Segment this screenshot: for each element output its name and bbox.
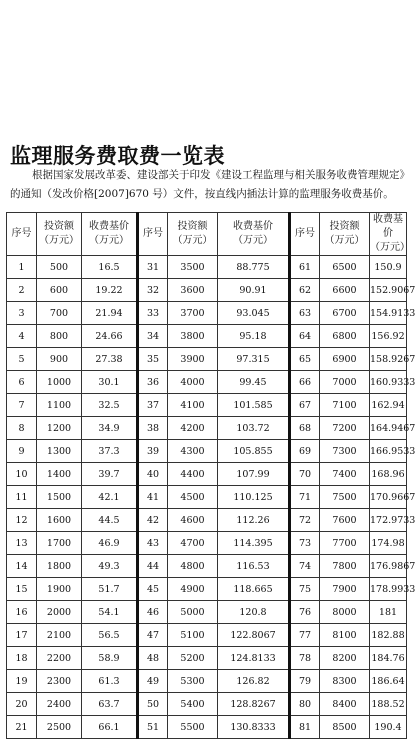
investment-cell: 3800 bbox=[168, 325, 218, 348]
seq-cell: 79 bbox=[290, 670, 320, 693]
table-row bbox=[7, 647, 407, 670]
investment-cell: 6900 bbox=[320, 348, 370, 371]
fee-table bbox=[6, 212, 415, 739]
investment-cell: 1700 bbox=[37, 532, 82, 555]
fee-cell: 174.98 bbox=[370, 532, 407, 555]
investment-cell: 4200 bbox=[168, 417, 218, 440]
investment-cell: 8100 bbox=[320, 624, 370, 647]
column-header-invest: 投资额 （万元） bbox=[320, 213, 370, 256]
investment-cell: 500 bbox=[37, 256, 82, 279]
table-row bbox=[7, 325, 407, 348]
seq-cell: 8 bbox=[7, 417, 37, 440]
fee-cell: 42.1 bbox=[82, 486, 138, 509]
seq-cell: 64 bbox=[290, 325, 320, 348]
fee-cell: 154.9133 bbox=[370, 302, 407, 325]
fee-cell: 27.38 bbox=[82, 348, 138, 371]
fee-cell: 162.94 bbox=[370, 394, 407, 417]
seq-cell: 33 bbox=[138, 302, 168, 325]
investment-cell: 2000 bbox=[37, 601, 82, 624]
fee-cell: 107.99 bbox=[218, 463, 290, 486]
seq-cell: 80 bbox=[290, 693, 320, 716]
seq-cell: 12 bbox=[7, 509, 37, 532]
seq-cell: 43 bbox=[138, 532, 168, 555]
table-row bbox=[7, 693, 407, 716]
fee-cell: 188.52 bbox=[370, 693, 407, 716]
seq-cell: 78 bbox=[290, 647, 320, 670]
fee-cell: 181 bbox=[370, 601, 407, 624]
investment-cell: 2200 bbox=[37, 647, 82, 670]
seq-cell: 39 bbox=[138, 440, 168, 463]
fee-cell: 51.7 bbox=[82, 578, 138, 601]
fee-cell: 124.8133 bbox=[218, 647, 290, 670]
seq-cell: 76 bbox=[290, 601, 320, 624]
investment-cell: 3500 bbox=[168, 256, 218, 279]
fee-cell: 90.91 bbox=[218, 279, 290, 302]
seq-cell: 61 bbox=[290, 256, 320, 279]
seq-cell: 41 bbox=[138, 486, 168, 509]
fee-cell: 49.3 bbox=[82, 555, 138, 578]
seq-cell: 18 bbox=[7, 647, 37, 670]
seq-cell: 36 bbox=[138, 371, 168, 394]
seq-cell: 50 bbox=[138, 693, 168, 716]
table-row bbox=[7, 716, 407, 739]
investment-cell: 7700 bbox=[320, 532, 370, 555]
investment-cell: 1300 bbox=[37, 440, 82, 463]
investment-cell: 2300 bbox=[37, 670, 82, 693]
seq-cell: 75 bbox=[290, 578, 320, 601]
investment-cell: 1100 bbox=[37, 394, 82, 417]
seq-cell: 37 bbox=[138, 394, 168, 417]
investment-cell: 1500 bbox=[37, 486, 82, 509]
investment-cell: 7900 bbox=[320, 578, 370, 601]
investment-cell: 1000 bbox=[37, 371, 82, 394]
investment-cell: 1200 bbox=[37, 417, 82, 440]
seq-cell: 38 bbox=[138, 417, 168, 440]
investment-cell: 5000 bbox=[168, 601, 218, 624]
investment-cell: 4500 bbox=[168, 486, 218, 509]
table-row bbox=[7, 486, 407, 509]
investment-cell: 6600 bbox=[320, 279, 370, 302]
table-row bbox=[7, 256, 407, 279]
investment-cell: 4700 bbox=[168, 532, 218, 555]
fee-cell: 93.045 bbox=[218, 302, 290, 325]
fee-cell: 32.5 bbox=[82, 394, 138, 417]
fee-cell: 34.9 bbox=[82, 417, 138, 440]
investment-cell: 6500 bbox=[320, 256, 370, 279]
seq-cell: 2 bbox=[7, 279, 37, 302]
table-row bbox=[7, 509, 407, 532]
seq-cell: 68 bbox=[290, 417, 320, 440]
investment-cell: 7100 bbox=[320, 394, 370, 417]
table-row bbox=[7, 279, 407, 302]
seq-cell: 3 bbox=[7, 302, 37, 325]
fee-cell: 152.9067 bbox=[370, 279, 407, 302]
table-row bbox=[7, 624, 407, 647]
investment-cell: 8400 bbox=[320, 693, 370, 716]
seq-cell: 10 bbox=[7, 463, 37, 486]
investment-cell: 4300 bbox=[168, 440, 218, 463]
seq-cell: 72 bbox=[290, 509, 320, 532]
seq-cell: 74 bbox=[290, 555, 320, 578]
investment-cell: 5300 bbox=[168, 670, 218, 693]
investment-cell: 2500 bbox=[37, 716, 82, 739]
intro-line-2: 的通知（发改价格[2007]670 号）文件，按直线内插法计算的监理服务收费基价。 bbox=[10, 188, 394, 200]
seq-cell: 65 bbox=[290, 348, 320, 371]
investment-cell: 8300 bbox=[320, 670, 370, 693]
investment-cell: 7600 bbox=[320, 509, 370, 532]
investment-cell: 800 bbox=[37, 325, 82, 348]
fee-cell: 130.8333 bbox=[218, 716, 290, 739]
investment-cell: 3700 bbox=[168, 302, 218, 325]
fee-cell: 95.18 bbox=[218, 325, 290, 348]
investment-cell: 7400 bbox=[320, 463, 370, 486]
seq-cell: 73 bbox=[290, 532, 320, 555]
column-header-seq: 序号 bbox=[138, 213, 168, 256]
seq-cell: 46 bbox=[138, 601, 168, 624]
seq-cell: 17 bbox=[7, 624, 37, 647]
fee-cell: 63.7 bbox=[82, 693, 138, 716]
seq-cell: 11 bbox=[7, 486, 37, 509]
fee-cell: 186.64 bbox=[370, 670, 407, 693]
table-row bbox=[7, 463, 407, 486]
seq-cell: 45 bbox=[138, 578, 168, 601]
fee-cell: 66.1 bbox=[82, 716, 138, 739]
investment-cell: 1600 bbox=[37, 509, 82, 532]
seq-cell: 6 bbox=[7, 371, 37, 394]
fee-cell: 122.8067 bbox=[218, 624, 290, 647]
fee-cell: 110.125 bbox=[218, 486, 290, 509]
investment-cell: 6700 bbox=[320, 302, 370, 325]
fee-cell: 16.5 bbox=[82, 256, 138, 279]
column-header-invest: 投资额 （万元） bbox=[168, 213, 218, 256]
fee-cell: 105.855 bbox=[218, 440, 290, 463]
seq-cell: 21 bbox=[7, 716, 37, 739]
fee-cell: 176.9867 bbox=[370, 555, 407, 578]
seq-cell: 63 bbox=[290, 302, 320, 325]
investment-cell: 4000 bbox=[168, 371, 218, 394]
fee-cell: 190.4 bbox=[370, 716, 407, 739]
fee-cell: 101.585 bbox=[218, 394, 290, 417]
seq-cell: 48 bbox=[138, 647, 168, 670]
fee-cell: 164.9467 bbox=[370, 417, 407, 440]
fee-cell: 166.9533 bbox=[370, 440, 407, 463]
fee-cell: 46.9 bbox=[82, 532, 138, 555]
investment-cell: 7500 bbox=[320, 486, 370, 509]
fee-cell: 97.315 bbox=[218, 348, 290, 371]
table-body bbox=[7, 256, 415, 739]
seq-cell: 4 bbox=[7, 325, 37, 348]
seq-cell: 40 bbox=[138, 463, 168, 486]
intro-paragraph bbox=[10, 166, 410, 204]
fee-cell: 126.82 bbox=[218, 670, 290, 693]
investment-cell: 600 bbox=[37, 279, 82, 302]
table-row bbox=[7, 394, 407, 417]
investment-cell: 7300 bbox=[320, 440, 370, 463]
seq-cell: 9 bbox=[7, 440, 37, 463]
fee-cell: 61.3 bbox=[82, 670, 138, 693]
investment-cell: 7800 bbox=[320, 555, 370, 578]
seq-cell: 67 bbox=[290, 394, 320, 417]
fee-cell: 21.94 bbox=[82, 302, 138, 325]
investment-cell: 4600 bbox=[168, 509, 218, 532]
seq-cell: 81 bbox=[290, 716, 320, 739]
seq-cell: 49 bbox=[138, 670, 168, 693]
investment-cell: 2100 bbox=[37, 624, 82, 647]
investment-cell: 900 bbox=[37, 348, 82, 371]
investment-cell: 7000 bbox=[320, 371, 370, 394]
investment-cell: 8000 bbox=[320, 601, 370, 624]
table-row bbox=[7, 440, 407, 463]
table-row bbox=[7, 670, 407, 693]
fee-cell: 30.1 bbox=[82, 371, 138, 394]
seq-cell: 77 bbox=[290, 624, 320, 647]
seq-cell: 44 bbox=[138, 555, 168, 578]
fee-cell: 99.45 bbox=[218, 371, 290, 394]
seq-cell: 62 bbox=[290, 279, 320, 302]
fee-cell: 118.665 bbox=[218, 578, 290, 601]
fee-cell: 156.92 bbox=[370, 325, 407, 348]
seq-cell: 15 bbox=[7, 578, 37, 601]
seq-cell: 14 bbox=[7, 555, 37, 578]
fee-cell: 103.72 bbox=[218, 417, 290, 440]
seq-cell: 7 bbox=[7, 394, 37, 417]
table-row bbox=[7, 532, 407, 555]
seq-cell: 35 bbox=[138, 348, 168, 371]
seq-cell: 5 bbox=[7, 348, 37, 371]
investment-cell: 1400 bbox=[37, 463, 82, 486]
fee-cell: 39.7 bbox=[82, 463, 138, 486]
table-row bbox=[7, 578, 407, 601]
column-header-fee: 收费基价 （万元） bbox=[370, 213, 407, 256]
column-header-seq: 序号 bbox=[290, 213, 320, 256]
seq-cell: 16 bbox=[7, 601, 37, 624]
fee-cell: 19.22 bbox=[82, 279, 138, 302]
investment-cell: 3900 bbox=[168, 348, 218, 371]
table-header-row bbox=[7, 213, 407, 256]
fee-cell: 116.53 bbox=[218, 555, 290, 578]
table-row bbox=[7, 555, 407, 578]
investment-cell: 2400 bbox=[37, 693, 82, 716]
investment-cell: 5200 bbox=[168, 647, 218, 670]
fee-cell: 112.26 bbox=[218, 509, 290, 532]
fee-cell: 150.9 bbox=[370, 256, 407, 279]
fee-cell: 44.5 bbox=[82, 509, 138, 532]
seq-cell: 34 bbox=[138, 325, 168, 348]
fee-cell: 158.9267 bbox=[370, 348, 407, 371]
investment-cell: 5500 bbox=[168, 716, 218, 739]
seq-cell: 20 bbox=[7, 693, 37, 716]
investment-cell: 8500 bbox=[320, 716, 370, 739]
column-header-invest: 投资额 （万元） bbox=[37, 213, 82, 256]
seq-cell: 47 bbox=[138, 624, 168, 647]
column-header-seq: 序号 bbox=[7, 213, 37, 256]
seq-cell: 13 bbox=[7, 532, 37, 555]
seq-cell: 1 bbox=[7, 256, 37, 279]
fee-cell: 120.8 bbox=[218, 601, 290, 624]
fee-cell: 37.3 bbox=[82, 440, 138, 463]
table-row bbox=[7, 302, 407, 325]
fee-cell: 56.5 bbox=[82, 624, 138, 647]
fee-cell: 168.96 bbox=[370, 463, 407, 486]
seq-cell: 32 bbox=[138, 279, 168, 302]
fee-cell: 58.9 bbox=[82, 647, 138, 670]
investment-cell: 8200 bbox=[320, 647, 370, 670]
investment-cell: 4100 bbox=[168, 394, 218, 417]
investment-cell: 4400 bbox=[168, 463, 218, 486]
fee-cell: 128.8267 bbox=[218, 693, 290, 716]
seq-cell: 70 bbox=[290, 463, 320, 486]
fee-cell: 160.9333 bbox=[370, 371, 407, 394]
column-header-fee: 收费基价 （万元） bbox=[218, 213, 290, 256]
seq-cell: 66 bbox=[290, 371, 320, 394]
investment-cell: 1800 bbox=[37, 555, 82, 578]
investment-cell: 4900 bbox=[168, 578, 218, 601]
fee-cell: 54.1 bbox=[82, 601, 138, 624]
table-row bbox=[7, 371, 407, 394]
fee-cell: 88.775 bbox=[218, 256, 290, 279]
investment-cell: 700 bbox=[37, 302, 82, 325]
table-row bbox=[7, 417, 407, 440]
page-title: 监理服务费取费一览表 bbox=[10, 143, 225, 168]
seq-cell: 19 bbox=[7, 670, 37, 693]
investment-cell: 5400 bbox=[168, 693, 218, 716]
fee-cell: 184.76 bbox=[370, 647, 407, 670]
fee-cell: 178.9933 bbox=[370, 578, 407, 601]
fee-cell: 182.88 bbox=[370, 624, 407, 647]
table-row bbox=[7, 601, 407, 624]
intro-line-1: 根据国家发展改革委、建设部关于印发《建设工程监理与相关服务收费管理规定》 bbox=[32, 169, 410, 181]
investment-cell: 5100 bbox=[168, 624, 218, 647]
investment-cell: 4800 bbox=[168, 555, 218, 578]
column-header-fee: 收费基价 （万元） bbox=[82, 213, 138, 256]
investment-cell: 1900 bbox=[37, 578, 82, 601]
fee-cell: 114.395 bbox=[218, 532, 290, 555]
seq-cell: 42 bbox=[138, 509, 168, 532]
fee-cell: 170.9667 bbox=[370, 486, 407, 509]
seq-cell: 51 bbox=[138, 716, 168, 739]
investment-cell: 3600 bbox=[168, 279, 218, 302]
investment-cell: 6800 bbox=[320, 325, 370, 348]
investment-cell: 7200 bbox=[320, 417, 370, 440]
seq-cell: 69 bbox=[290, 440, 320, 463]
seq-cell: 31 bbox=[138, 256, 168, 279]
fee-cell: 24.66 bbox=[82, 325, 138, 348]
seq-cell: 71 bbox=[290, 486, 320, 509]
table-row bbox=[7, 348, 407, 371]
fee-cell: 172.9733 bbox=[370, 509, 407, 532]
